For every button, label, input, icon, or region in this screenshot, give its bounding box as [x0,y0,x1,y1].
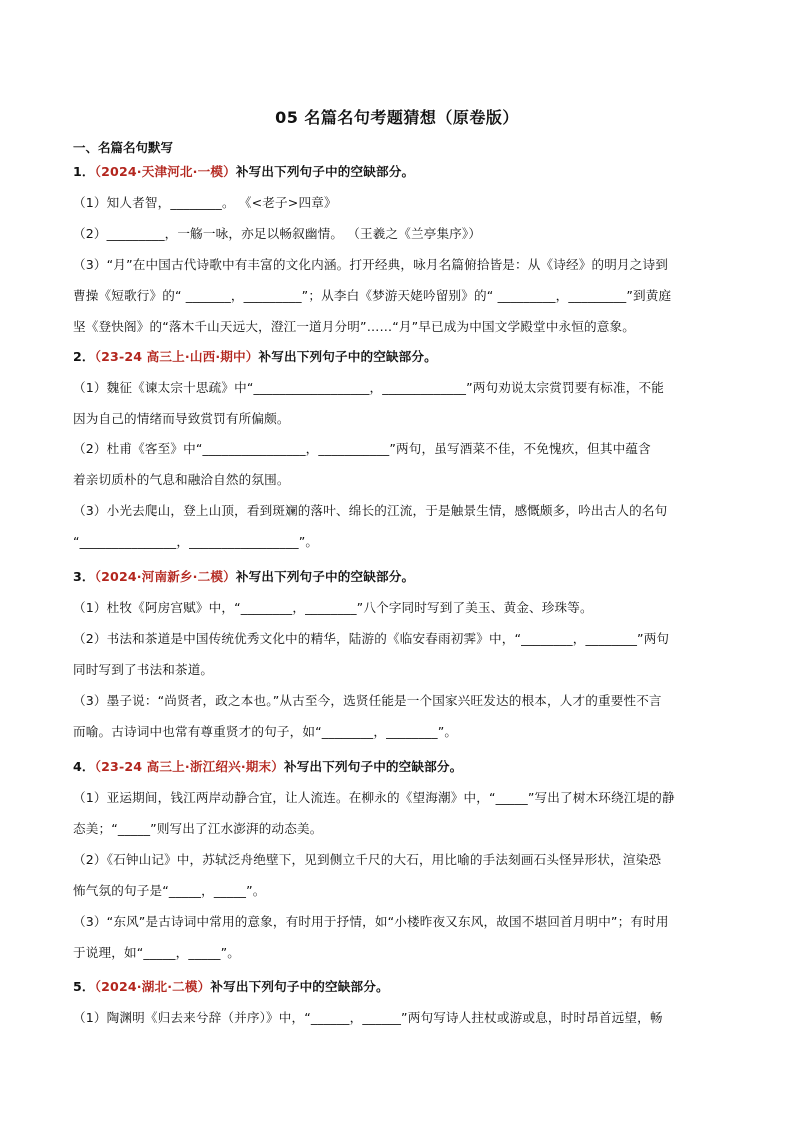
body-text-line: 坚《登快阁》的“落木千山天远大，澄江一道月分明”……“月”早已成为中国文学殿堂中永恒的意象。 [73,319,635,334]
body-text-line: （1）亚运期间，钱江两岸动静合宜，让人流连。在柳永的《望海潮》中，“_____”写出了树木环绕江堤的静 [73,790,675,805]
question-source: （2024·湖北·二模） [94,979,211,994]
body-text-line: 同时写到了书法和茶道。 [73,662,214,677]
body-text-line: 因为自己的情绪而导致赏罚有所偏颇。 [73,411,290,426]
page-title: 05 名篇名句考题猜想（原卷版） [275,108,519,127]
body-text-line: 曹操《短歌行》的“ _______，_________”；从李白《梦游天姥吟留别》的“ _________，_________”到黄庭 [73,288,672,303]
body-text-line: （2）杜甫《客至》中“________________，___________”两句，虽写酒菜不佳，不免愧疚，但其中蕴含 [73,441,651,456]
question-heading [73,569,723,585]
body-text-line: 怖气氛的句子是“_____，_____”。 [73,883,266,898]
body-text-line: （3）“东风”是古诗词中常用的意象，有时用于抒情，如“小楼昨夜又东风，故国不堪回首月明中”；有时用 [73,914,669,929]
body-text-line: （1）陶渊明《归去来兮辞（并序）》中，“______，______”两句写诗人拄杖或游或息，时时昂首远望，畅 [73,1010,663,1025]
body-text-line: 着亲切质朴的气息和融洽自然的氛围。 [73,472,290,487]
question-number: 5． [73,979,95,994]
body-text-line: （2）书法和茶道是中国传统优秀文化中的精华，陆游的《临安春雨初霁》中，“________，________”两句 [73,631,670,646]
body-text-line: 态美；“_____”则写出了江水澎湃的动态美。 [73,821,323,836]
question-instruction: 补写出下列句子中的空缺部分。 [210,979,389,994]
question-heading [73,759,723,775]
body-text-line: （3）墨子说：“尚贤者，政之本也。”从古至今，选贤任能是一个国家兴旺发达的根本，人才的重要性不言 [73,693,662,708]
body-text-line: （1）杜牧《阿房宫赋》中，“________，________”八个字同时写到了美玉、黄金、珍珠等。 [73,600,593,615]
question-instruction: 补写出下列句子中的空缺部分。 [283,759,463,774]
body-text-line: （1）知人者智，________。 《<老子>四章》 [73,195,337,210]
question-heading [73,979,723,995]
body-text-line: （1）魏征《谏太宗十思疏》中“__________________，_____________”两句劝说太宗赏罚要有标准，不能 [73,380,664,395]
body-text-line: 而喻。古诗词中也常有尊重贤才的句子，如“________，________”。 [73,724,458,739]
body-text-line: （3）“月”在中国古代诗歌中有丰富的文化内涵。打开经典，咏月名篇俯拾皆是：从《诗经》的明月之诗到 [73,257,668,272]
question-source: （23-24 高三上·山西·期中） [94,349,259,364]
question-source: （2024·天津河北·一模） [94,164,236,179]
question-instruction: 补写出下列句子中的空缺部分。 [235,569,415,584]
question-number: 2． [73,349,95,364]
body-text-line: 于说理，如“_____，_____”。 [73,945,241,960]
section-heading: 一、名篇名句默写 [73,140,174,155]
question-number: 4． [73,759,95,774]
question-instruction: 补写出下列句子中的空缺部分。 [235,164,415,179]
question-source: （2024·河南新乡·二模） [94,569,236,584]
body-text-line: “_______________，_________________”。 [73,534,319,549]
question-number: 1． [73,164,95,179]
question-instruction: 补写出下列句子中的空缺部分。 [258,349,437,364]
body-text-line: （3）小光去爬山，登上山顶，看到斑斓的落叶、绵长的江流，于是触景生情，感慨颇多，吟出古人的名句 [73,503,668,518]
question-source: （23-24 高三上·浙江绍兴·期末） [94,759,284,774]
question-heading [73,349,723,365]
question-heading [73,164,723,180]
body-text-line: （2）_________，一觞一咏，亦足以畅叙幽情。 （王羲之《兰亭集序》） [73,226,482,241]
body-text-line: （2）《石钟山记》中，苏轼泛舟绝壁下，见到侧立千尺的大石，用比喻的手法刻画石头怪异形状，渲染恐 [73,852,662,867]
question-number: 3． [73,569,95,584]
